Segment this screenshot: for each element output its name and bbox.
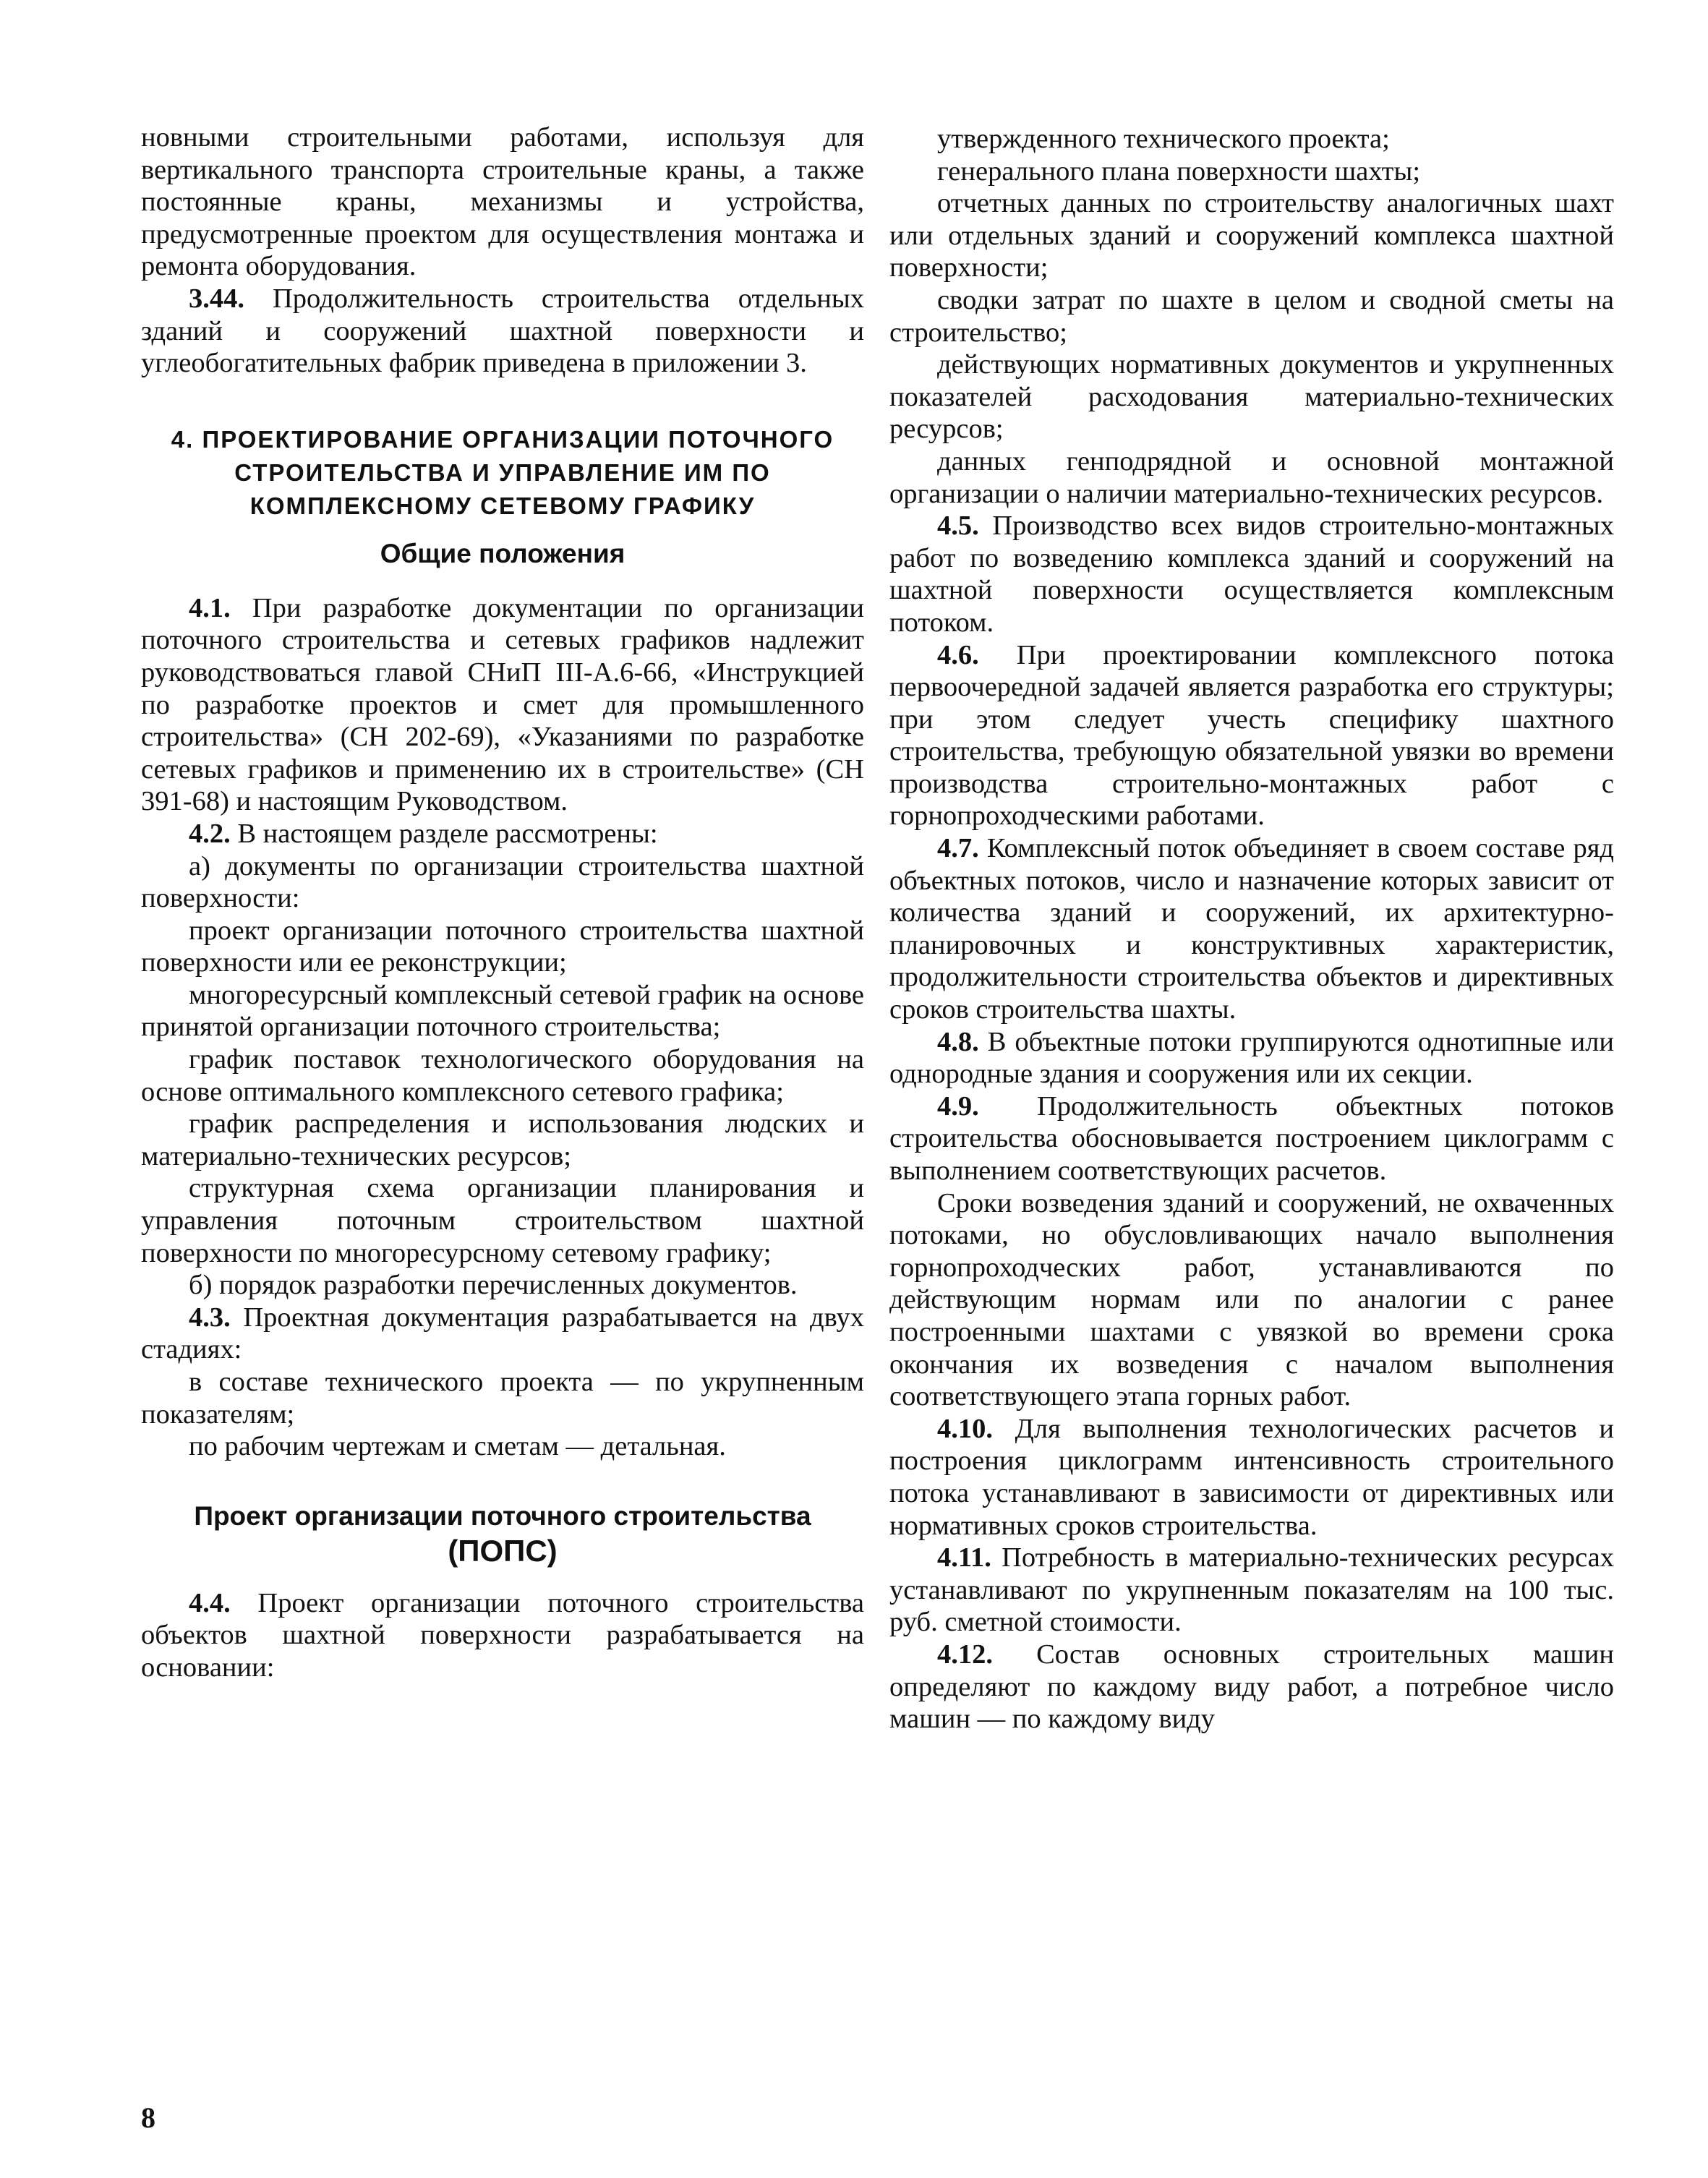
list-item: в составе технического проекта — по укрупненным показателям;	[141, 1367, 864, 1430]
paragraph-4-3	[141, 1302, 864, 1366]
paragraph-4-9-continued: Сроки возведения зданий и сооружений, не охваченных потоками, но обусловливающих начало выполнения горнопроходческих работ, устанавливаются по действующим нормам или по аналогии с ранее построенными шахтами с увязкой во времени срока окончания их возведения с началом выполнения соответствующего этапа горных работ.	[889, 1187, 1614, 1412]
list-item: утвержденного технического проекта;	[937, 124, 1390, 154]
clause-number: 4.10.	[937, 1413, 993, 1444]
paragraph-4-6	[889, 639, 1614, 833]
list-item: структурная схема организации планирования и управления поточным строительством шахтной поверхности по многоресурсному сетевому графику;	[141, 1173, 864, 1268]
clause-text: При проектировании комплексного потока первоочередной задачей является разработка его структуры; при этом следует учесть специфику шахтного строительства, требующую обязательной увязки во времени производства строительно-монтажных работ с горнопроходческими работами.	[889, 639, 1614, 832]
list-item: многоресурсный комплексный сетевой график на основе принятой организации поточного строительства;	[141, 979, 865, 1043]
left-column	[141, 121, 864, 1684]
clause-text: Продолжительность строительства отдельных зданий и сооружений шахтной поверхности и углеобогатительных фабрик приведена в приложении 3.	[141, 283, 864, 379]
clause-number: 4.7.	[937, 833, 979, 864]
paragraph-4-2	[141, 818, 864, 850]
clause-text: В объектные потоки группируются однотипные или однородные здания и сооружения или их секции.	[889, 1026, 1614, 1090]
list-item: по рабочим чертежам и сметам — детальная.	[189, 1431, 726, 1462]
clause-text: Проект организации поточного строительства объектов шахтной поверхности разрабатывается на основании:	[141, 1587, 864, 1683]
subsection-title-pops	[141, 1499, 864, 1568]
clause-text: При разработке документации по организации поточного строительства и сетевых графиков надлежит руководствоваться главой СНиП III-А.6-66, «Инструкцией по разработке проектов и смет для промышленного строительства» (СН 202-69), «Указаниями по разработке сетевых графиков и применению их в строительстве» (СН 391-68) и настоящим Руководством.	[141, 592, 864, 817]
list-item: проект организации поточного строительства шахтной поверхности или ее реконструкции;	[141, 915, 864, 978]
list-item: отчетных данных по строительству аналогичных шахт или отдельных зданий и сооружений комплекса шахтной поверхности;	[889, 188, 1614, 283]
clause-number: 4.6.	[937, 639, 979, 670]
list-item: график поставок технологического оборудования на основе оптимального комплексного сетевого графика;	[141, 1044, 864, 1107]
list-item-a: а) документы по организации строительства шахтной поверхности:	[141, 850, 864, 914]
paragraph-4-1	[141, 592, 864, 818]
clause-text: Проектная документация разрабатывается на двух стадиях:	[141, 1302, 864, 1365]
subsection-title-text: Проект организации поточного строительства	[194, 1500, 811, 1531]
paragraph-4-4	[141, 1587, 864, 1684]
paragraph-4-10	[889, 1413, 1614, 1542]
clause-text: В настоящем разделе рассмотрены:	[230, 818, 658, 849]
clause-number: 4.12.	[937, 1639, 993, 1670]
list-item: график распределения и использования людских и материально-технических ресурсов;	[141, 1109, 864, 1171]
list-item: данных генподрядной и основной монтажной организации о наличии материально-технических ресурсов.	[889, 445, 1614, 509]
clause-number: 4.3.	[189, 1302, 231, 1333]
clause-text: Продолжительность объектных потоков строительства обосновывается построением циклограмм с выполнением соответствующих расчетов.	[889, 1090, 1614, 1186]
clause-number: 4.11.	[937, 1542, 991, 1573]
paragraph-4-5	[889, 510, 1614, 639]
paragraph-4-11	[889, 1542, 1614, 1639]
clause-number: 4.8.	[937, 1026, 979, 1057]
clause-text: Производство всех видов строительно-монтажных работ по возведению комплекса зданий и сооружений на шахтной поверхности осуществляется комплексным потоком.	[889, 511, 1614, 638]
list-item: сводки затрат по шахте в целом и сводной сметы на строительство;	[889, 284, 1614, 348]
paragraph-4-12	[889, 1639, 1614, 1735]
list-item: действующих нормативных документов и укрупненных показателей расходования материально-технических ресурсов;	[889, 349, 1614, 445]
clause-number: 3.44.	[189, 283, 244, 314]
paragraph-4-7	[889, 832, 1614, 1026]
subsection-title-general: Общие положения	[380, 538, 625, 568]
clause-number: 4.1.	[189, 592, 231, 623]
clause-text: Для выполнения технологических расчетов и построения циклограмм интенсивность строительного потока устанавливают в зависимости от директивных или нормативных сроков строительства.	[889, 1413, 1614, 1541]
page-number: 8	[141, 2101, 155, 2134]
list-item-b: б) порядок разработки перечисленных документов.	[189, 1270, 798, 1301]
clause-number: 4.2.	[189, 818, 231, 849]
paragraph-intro: новными строительными работами, используя для вертикального транспорта строительные краны, а также постоянные краны, механизмы и устройства, предусмотренные проектом для осуществления монтажа и ремонта оборудования.	[141, 122, 864, 282]
clause-number: 4.9.	[937, 1090, 979, 1122]
right-column	[889, 123, 1614, 1735]
paragraph-4-8	[889, 1026, 1614, 1090]
paragraph-4-9	[889, 1090, 1614, 1187]
section-title: 4. ПРОЕКТИРОВАНИЕ ОРГАНИЗАЦИИ ПОТОЧНОГО СТРОИТЕЛЬСТВА И УПРАВЛЕНИЕ ИМ ПО КОМПЛЕКСНОМУ СЕТЕВОМУ ГРАФИКУ	[171, 425, 834, 519]
clause-number: 4.4.	[189, 1587, 231, 1618]
clause-text: Состав основных строительных машин определяют по каждому виду работ, а потребное число машин — по каждому виду	[889, 1639, 1614, 1735]
list-item: генерального плана поверхности шахты;	[937, 155, 1421, 187]
clause-number: 4.5.	[937, 511, 979, 542]
clause-text: Потребность в материально-технических ресурсах устанавливают по укрупненным показателям на 100 тыс. руб. сметной стоимости.	[889, 1542, 1614, 1638]
clause-text: Комплексный поток объединяет в своем составе ряд объектных потоков, число и назначение которых зависит от количества зданий и сооружений, их архитектурно-планировочных и конструктивных характеристик, продолжительности строительства объектов и директивных сроков строительства шахты.	[889, 833, 1614, 1025]
paragraph-3-44	[141, 283, 864, 380]
subsection-title-abbr: (ПОПС)	[448, 1533, 558, 1568]
